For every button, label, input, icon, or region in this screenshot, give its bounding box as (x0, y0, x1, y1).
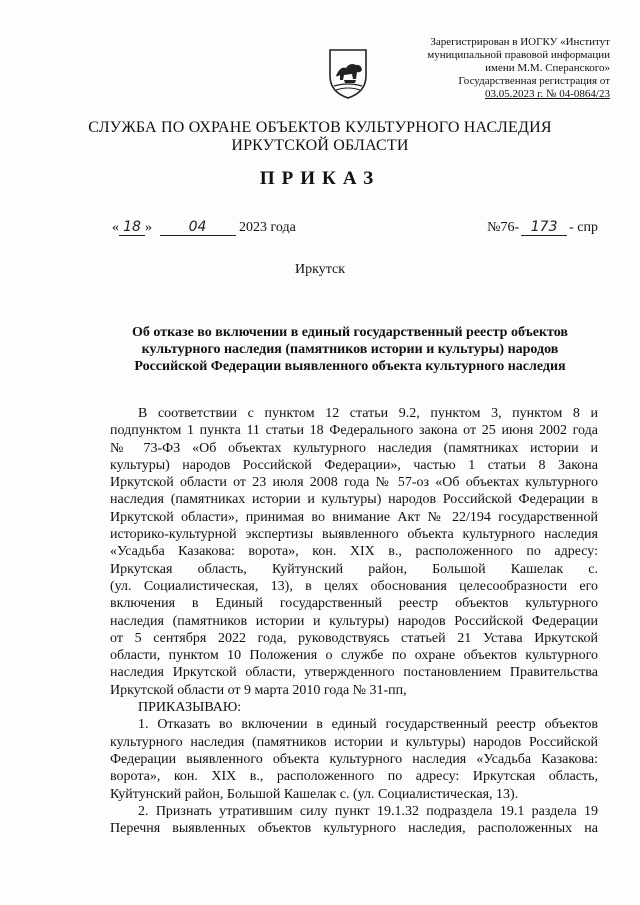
body-line: ворота», кон. XIX в., расположенного по адресу: Иркутская область, (110, 769, 598, 785)
body-line: Перечня выявленных объектов культурного наследия, расположенных на (110, 821, 598, 837)
body-line: историко-культурной экспертизы выявленного объекта культурного наследия (110, 527, 598, 543)
order-month: 04 (160, 220, 236, 236)
order-title (110, 324, 590, 375)
order-body (110, 405, 598, 837)
organization-name: СЛУЖБА ПО ОХРАНЕ ОБЪЕКТОВ КУЛЬТУРНОГО НАСЛЕДИЯ (88, 119, 552, 136)
order-day: 18 (119, 220, 145, 236)
title-line: Об отказе во включении в единый государственный реестр объектов (132, 325, 568, 340)
body-line: включения в Единый государственный реестр объектов культурного (110, 596, 598, 612)
body-line: культурного наследия (памятников истории и культуры) народов Российской (110, 734, 598, 750)
body-line: В соответствии с пунктом 12 статьи 9.2, пунктом 3, пунктом 8 и (138, 406, 598, 421)
body-line: подпунктом 1 пункта 11 статьи 18 Федерального закона от 25 июня 2002 года (110, 423, 598, 439)
registration-stamp (360, 36, 610, 101)
order-number (487, 220, 598, 236)
body-line: 1. Отказать во включении в единый государственный реестр объектов (138, 717, 598, 733)
body-line: от 5 сентября 2022 года, руководствуясь статьей 21 Устава Иркутской (110, 630, 598, 646)
body-line: наследия (памятников истории и культуры) народов Российской Федерации (110, 613, 598, 629)
body-line: Иркутская область, Куйтунский район, Большой Кашелак с. (110, 561, 598, 577)
title-line: культурного наследия (памятников истории и культуры) народов (141, 342, 559, 357)
stamp-line: имени М.М. Сперанского» (485, 62, 610, 74)
document-type-heading: ПРИКАЗ (259, 168, 381, 189)
order-date (112, 220, 296, 236)
quote-close: » (145, 220, 152, 235)
order-number-suffix: - спр (569, 220, 598, 235)
stamp-line: Зарегистрирован в ИОГКУ «Институт (430, 36, 610, 48)
body-line: 2. Признать утратившим силу пункт 19.1.32 подраздела 19.1 раздела 19 (138, 803, 598, 819)
organization-region: ИРКУТСКОЙ ОБЛАСТИ (231, 137, 409, 154)
body-line: Иркутской области от 9 марта 2010 года № 31-пп, (110, 682, 407, 698)
order-number-value: 173 (521, 220, 567, 236)
order-directive-heading: ПРИКАЗЫВАЮ: (138, 700, 242, 716)
order-year: 2023 года (239, 220, 296, 235)
body-line: Федерации выявленного объекта культурного наследия «Усадьба Казакова: (110, 751, 598, 767)
body-line: Иркутской области», принимая во внимание Акт № 22/194 государственной (110, 509, 598, 525)
order-number-prefix: №76- (487, 220, 520, 235)
city-name: Иркутск (294, 262, 346, 277)
quote-open: « (112, 220, 119, 235)
title-line: Российской Федерации выявленного объекта культурного наследия (134, 359, 566, 374)
body-line: Иркутской области от 23 июля 2008 года № 57-оз «Об объектах культурного (110, 475, 598, 491)
stamp-line: Государственная регистрация от (458, 75, 610, 87)
body-line: «Усадьба Казакова: ворота», кон. XIX в., расположенного по адресу: (110, 544, 598, 560)
body-line: (ул. Социалистическая, 13), в целях обоснования целесообразности его (110, 578, 598, 594)
body-line: наследия (памятниках истории и культуры) народов Российской Федерации в (110, 492, 598, 508)
body-line: культуры) народов Российской Федерации», частью 1 статьи 8 Закона (110, 457, 598, 473)
stamp-line: 03.05.2023 г. № 04-0864/23 (485, 88, 610, 100)
body-line: № 73-ФЗ «Об объектах культурного наследия (памятниках истории и (110, 440, 598, 456)
body-line: наследия Иркутской области, утвержденного постановлением Правительства (110, 665, 598, 681)
body-line: Куйтунский район, Большой Кашелак с. (ул. Социалистическая, 13). (110, 786, 519, 802)
body-line: области, пунктом 10 Положения о службе по охране объектов культурного (110, 648, 598, 664)
stamp-line: муниципальной правовой информации (427, 49, 610, 61)
